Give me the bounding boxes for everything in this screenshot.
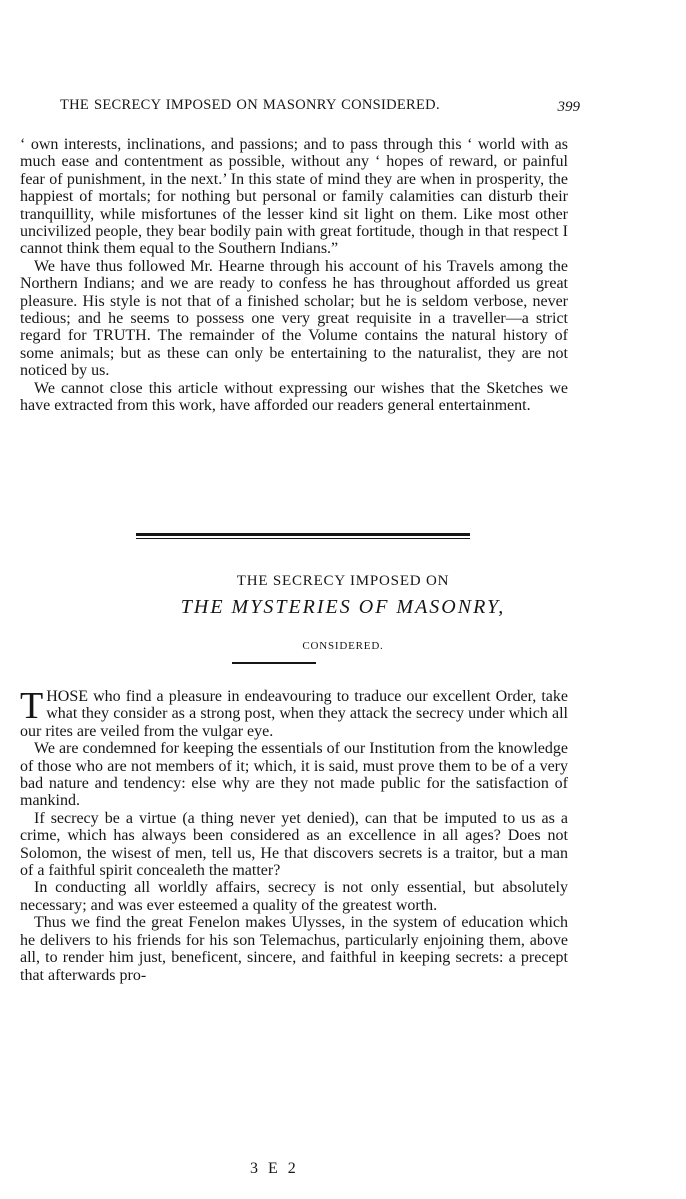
page-number: 399 — [557, 99, 580, 115]
drop-capital: T — [20, 685, 44, 727]
signature-mark: 3 E 2 — [250, 1160, 299, 1177]
article-title-line1: THE SECRECY IMPOSED ON — [236, 573, 450, 589]
running-title: THE SECRECY IMPOSED ON MASONRY CONSIDERED. — [60, 97, 440, 113]
paragraph: If secrecy be a virtue (a thing never yet denied), can that be imputed to us as a crime, which has always been considered as an excellence in all ages? Does not Solomon, the wisest of men, tell us, He that discovers secrets is a traitor, but a man of a faithful spirit concealeth the matter? — [20, 809, 568, 880]
paragraph: HOSE who find a pleasure in endeavouring to traduce our excellent Order, take what they consider as a strong post, when they attack the secrecy under which all our rites are veiled from the vulgar eye. — [20, 688, 568, 740]
preceding-article-text — [20, 136, 568, 415]
paragraph: ‘ own interests, inclinations, and passions; and to pass through this ‘ world with as much ease and contentment as possible, without any ‘ hopes of reward, or painful fear of punishment, in the next.’ In this state of mind they are when in prosperity, the happiest of mortals; for nothing but personal or family calamities can disturb their tranquillity, while misfortunes of the lesser kind sit light on them. Like most other uncivilized people, they bear bodily pain with great fortitude, though in that respect I cannot think them equal to the Southern Indians.” — [20, 136, 568, 258]
paragraph: In conducting all worldly affairs, secrecy is not only essential, but absolutely necessary; and was ever esteemed a quality of the greatest worth. — [20, 879, 568, 914]
article-title-line3: CONSIDERED. — [302, 640, 384, 652]
section-divider — [136, 533, 470, 536]
section-divider — [136, 538, 470, 539]
paragraph: We have thus followed Mr. Hearne through his account of his Travels among the Northern Indians; and we are ready to confess he has throughout afforded us great pleasure. His style is not that of a finished scholar; but he is seldom verbose, never tedious; and he seems to possess one very great requisite in a traveller—a strict regard for TRUTH. The remainder of the Volume contains the natural history of some animals; but as these can only be entertaining to the naturalist, they are not noticed by us. — [20, 257, 568, 380]
paragraph: Thus we find the great Fenelon makes Ulysses, in the system of education which he delivers to his friends for his son Telemachus, particularly enjoining them, above all, to render him just, beneficent, sincere, and faithful in keeping secrets: a precept that afterwards pro- — [20, 914, 568, 984]
title-divider — [232, 662, 316, 664]
running-header — [60, 97, 580, 114]
article-text — [20, 685, 568, 984]
paragraph: We are condemned for keeping the essentials of our Institution from the knowledge of those who are not members of it; which, it is said, must prove them to be of a very bad nature and tendency: else why are they not made public for the satisfaction of mankind. — [20, 740, 568, 810]
article-title-line2: THE MYSTERIES OF MASONRY, — [180, 596, 506, 618]
paragraph: We cannot close this article without expressing our wishes that the Sketches we have extracted from this work, have afforded our readers general entertainment. — [20, 379, 568, 415]
